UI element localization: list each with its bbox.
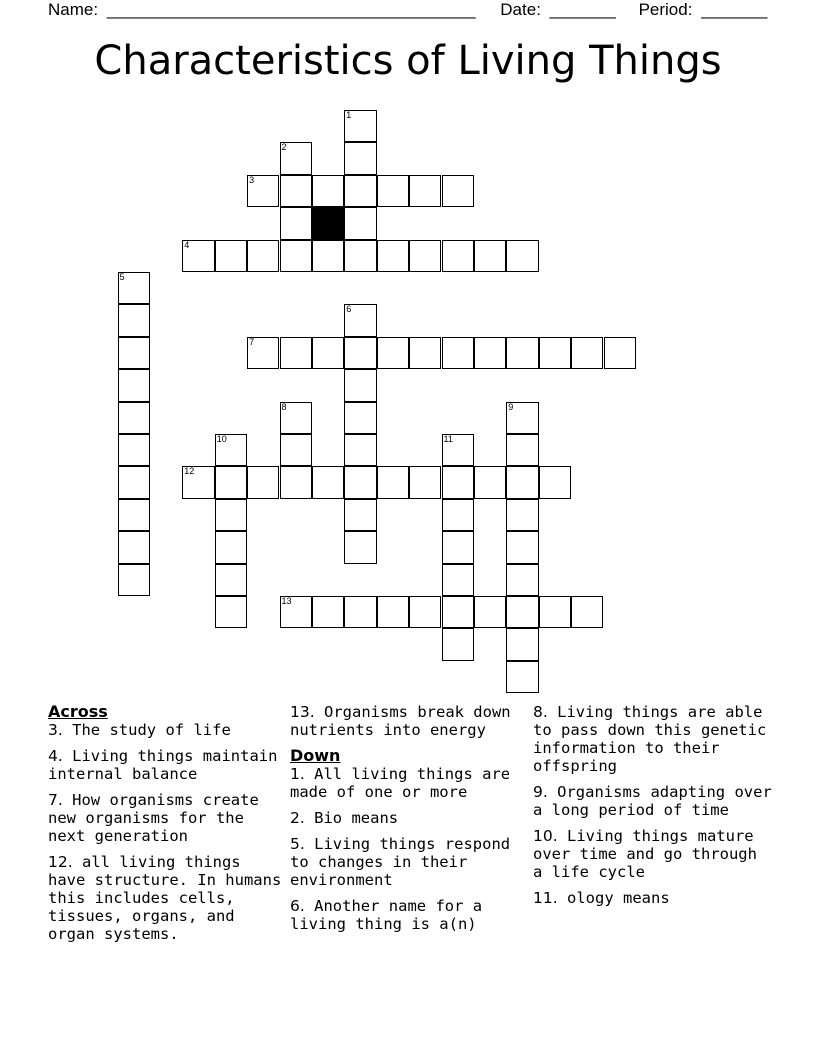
grid-cell[interactable] bbox=[118, 337, 150, 369]
clue-number: 11 bbox=[443, 434, 453, 444]
grid-cell[interactable] bbox=[442, 596, 474, 628]
clue-down-5: 5. Living things respond to changes in their environment bbox=[290, 835, 511, 889]
grid-cell[interactable] bbox=[506, 434, 538, 466]
grid-cell[interactable] bbox=[442, 564, 474, 596]
grid-cell[interactable] bbox=[539, 466, 571, 498]
clue-number: 7 bbox=[249, 336, 255, 347]
grid-cell[interactable] bbox=[247, 466, 279, 498]
grid-cell[interactable] bbox=[442, 240, 474, 272]
grid-cell[interactable] bbox=[539, 596, 571, 628]
grid-cell[interactable] bbox=[280, 207, 312, 239]
grid-cell[interactable] bbox=[474, 337, 506, 369]
clue-across-13: 13. Organisms break down nutrients into energy bbox=[290, 703, 511, 739]
grid-cell[interactable] bbox=[409, 466, 441, 498]
grid-cell[interactable] bbox=[344, 466, 376, 498]
grid-cell[interactable] bbox=[280, 596, 312, 628]
grid-cell[interactable] bbox=[312, 337, 344, 369]
grid-cell[interactable] bbox=[312, 596, 344, 628]
grid-cell[interactable] bbox=[442, 337, 474, 369]
grid-cell[interactable] bbox=[474, 596, 506, 628]
grid-cell[interactable] bbox=[280, 142, 312, 174]
grid-cell[interactable] bbox=[118, 434, 150, 466]
clue-down-6: 6. Another name for a living thing is a(n) bbox=[290, 897, 483, 933]
grid-cell[interactable] bbox=[506, 402, 538, 434]
grid-cell[interactable] bbox=[539, 337, 571, 369]
grid-cell[interactable] bbox=[118, 304, 150, 336]
grid-cell[interactable] bbox=[280, 434, 312, 466]
clue-number: 1 bbox=[346, 110, 352, 120]
grid-cell[interactable] bbox=[118, 531, 150, 563]
clue-number: 5 bbox=[119, 272, 125, 282]
clues-column-1 bbox=[48, 703, 286, 951]
grid-cell[interactable] bbox=[215, 564, 247, 596]
name-blank[interactable]: _______________________________________ bbox=[106, 0, 476, 19]
grid-cell[interactable] bbox=[280, 175, 312, 207]
grid-cell[interactable] bbox=[215, 531, 247, 563]
clue-number: 3 bbox=[249, 174, 255, 185]
clue-number: 8 bbox=[281, 401, 287, 412]
grid-cell[interactable] bbox=[344, 240, 376, 272]
grid-cell[interactable] bbox=[247, 337, 279, 369]
black-cell bbox=[312, 207, 344, 239]
clue-number: 12 bbox=[184, 466, 195, 477]
grid-cell[interactable] bbox=[506, 564, 538, 596]
grid-cell[interactable] bbox=[506, 466, 538, 498]
clue-across-3: 3. The study of life bbox=[48, 721, 231, 739]
grid-cell[interactable] bbox=[280, 240, 312, 272]
grid-cell[interactable] bbox=[442, 175, 474, 207]
grid-cell[interactable] bbox=[506, 240, 538, 272]
clue-across-4: 4. Living things maintain internal balance bbox=[48, 747, 278, 783]
grid-cell[interactable] bbox=[344, 110, 376, 142]
clue-number: 13 bbox=[281, 596, 292, 606]
grid-cell[interactable] bbox=[344, 337, 376, 369]
grid-cell[interactable] bbox=[247, 240, 279, 272]
grid-cell[interactable] bbox=[118, 499, 150, 531]
grid-cell[interactable] bbox=[604, 337, 636, 369]
grid-cell[interactable] bbox=[312, 240, 344, 272]
date-label: Date: bbox=[500, 0, 541, 19]
grid-cell[interactable] bbox=[506, 628, 538, 660]
clue-number: 9 bbox=[508, 401, 514, 412]
clue-number: 10 bbox=[216, 434, 227, 444]
grid-cell[interactable] bbox=[118, 272, 150, 304]
grid-cell[interactable] bbox=[506, 596, 538, 628]
page-title: Characteristics of Living Things bbox=[94, 38, 722, 84]
period-blank[interactable]: _______ bbox=[701, 0, 768, 19]
grid-cell[interactable] bbox=[344, 304, 376, 336]
clue-down-1: 1. All living things are made of one or more bbox=[290, 765, 511, 801]
grid-cell[interactable] bbox=[344, 402, 376, 434]
grid-cell[interactable] bbox=[506, 499, 538, 531]
grid-cell[interactable] bbox=[409, 596, 441, 628]
clue-down-2: 2. Bio means bbox=[290, 809, 399, 827]
grid-cell[interactable] bbox=[215, 466, 247, 498]
grid-cell[interactable] bbox=[377, 337, 409, 369]
grid-cell[interactable] bbox=[118, 369, 150, 401]
grid-cell[interactable] bbox=[312, 466, 344, 498]
grid-cell[interactable] bbox=[118, 466, 150, 498]
across-heading: Across bbox=[48, 702, 108, 721]
grid-cell[interactable] bbox=[344, 499, 376, 531]
grid-cell[interactable] bbox=[344, 369, 376, 401]
grid-cell[interactable] bbox=[215, 434, 247, 466]
grid-cell[interactable] bbox=[280, 337, 312, 369]
grid-cell[interactable] bbox=[474, 466, 506, 498]
clue-down-9: 9. Organisms adapting over a long period of time bbox=[533, 783, 772, 819]
grid-cell[interactable] bbox=[377, 175, 409, 207]
grid-cell[interactable] bbox=[474, 240, 506, 272]
grid-cell[interactable] bbox=[247, 175, 279, 207]
grid-cell[interactable] bbox=[344, 175, 376, 207]
grid-cell[interactable] bbox=[344, 434, 376, 466]
grid-cell[interactable] bbox=[344, 596, 376, 628]
grid-cell[interactable] bbox=[377, 466, 409, 498]
clues-column-2 bbox=[290, 703, 528, 941]
grid-cell[interactable] bbox=[571, 337, 603, 369]
clue-number: 2 bbox=[281, 142, 287, 153]
clue-across-7: 7. How organisms create new organisms for the next generation bbox=[48, 791, 259, 845]
grid-cell[interactable] bbox=[409, 240, 441, 272]
grid-cell[interactable] bbox=[344, 531, 376, 563]
clues-column-3 bbox=[533, 703, 773, 915]
grid-cell[interactable] bbox=[442, 531, 474, 563]
period-label: Period: bbox=[638, 0, 693, 19]
clue-down-8: 8. Living things are able to pass down this genetic information to their offspring bbox=[533, 703, 767, 775]
grid-cell[interactable] bbox=[344, 142, 376, 174]
grid-cell[interactable] bbox=[344, 207, 376, 239]
grid-cell[interactable] bbox=[215, 499, 247, 531]
grid-cell[interactable] bbox=[215, 240, 247, 272]
clue-down-11: 11. ology means bbox=[533, 889, 670, 907]
grid-cell[interactable] bbox=[409, 337, 441, 369]
grid-cell[interactable] bbox=[377, 240, 409, 272]
grid-cell[interactable] bbox=[442, 466, 474, 498]
grid-cell[interactable] bbox=[377, 596, 409, 628]
grid-cell[interactable] bbox=[182, 240, 214, 272]
grid-cell[interactable] bbox=[215, 596, 247, 628]
grid-cell[interactable] bbox=[442, 628, 474, 660]
grid-cell[interactable] bbox=[409, 175, 441, 207]
grid-cell[interactable] bbox=[442, 499, 474, 531]
clue-across-12: 12. all living things have structure. In humans this includes cells, tissues, organs, and organ systems. bbox=[48, 853, 282, 943]
date-blank[interactable]: _______ bbox=[549, 0, 616, 19]
grid-cell[interactable] bbox=[506, 337, 538, 369]
grid-cell[interactable] bbox=[118, 564, 150, 596]
grid-cell[interactable] bbox=[571, 596, 603, 628]
down-heading: Down bbox=[290, 746, 341, 765]
grid-cell[interactable] bbox=[280, 466, 312, 498]
clue-number: 6 bbox=[346, 304, 352, 315]
grid-cell[interactable] bbox=[118, 402, 150, 434]
clue-down-10: 10. Living things mature over time and go through a life cycle bbox=[533, 827, 757, 881]
clue-number: 4 bbox=[184, 239, 190, 250]
grid-cell[interactable] bbox=[182, 466, 214, 498]
grid-cell[interactable] bbox=[506, 531, 538, 563]
name-label: Name: bbox=[48, 0, 99, 19]
grid-cell[interactable] bbox=[506, 661, 538, 693]
grid-cell[interactable] bbox=[280, 402, 312, 434]
grid-cell[interactable] bbox=[312, 175, 344, 207]
grid-cell[interactable] bbox=[442, 434, 474, 466]
